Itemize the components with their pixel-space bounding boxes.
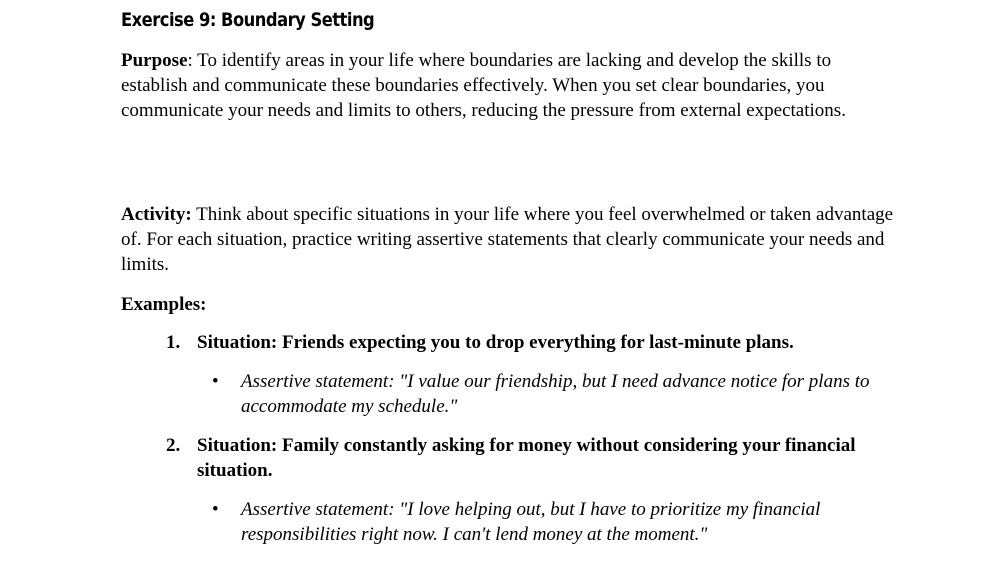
purpose-paragraph — [121, 48, 901, 123]
example-number: 1. — [166, 332, 181, 353]
bullet-icon: • — [212, 371, 219, 392]
activity-paragraph — [121, 202, 901, 277]
assertive-statement: Assertive statement: "I value our friendship, but I need advance notice for plans to accommodate my schedule." — [241, 371, 870, 417]
activity-label: Activity: — [121, 204, 192, 225]
bullet-icon: • — [212, 499, 219, 520]
example-situation: Situation: Family constantly asking for money without considering your financial situation. — [197, 435, 856, 481]
assertive-statement: Assertive statement: "I love helping out, but I have to prioritize my financial responsibilities right now. I can't lend money at the moment." — [241, 499, 821, 545]
example-number: 2. — [166, 435, 181, 456]
purpose-text: : To identify areas in your life where boundaries are lacking and develop the skills to establish and communicate these boundaries effectively. When you set clear boundaries, you communicate your needs and limits to others, reducing the pressure from external expectations. — [121, 50, 846, 121]
exercise-title: Exercise 9: Boundary Setting — [121, 9, 375, 31]
activity-text: Think about specific situations in your life where you feel overwhelmed or taken advantage of. For each situation, practice writing assertive statements that clearly communicate your needs and limits. — [121, 204, 894, 275]
example-situation: Situation: Friends expecting you to drop everything for last-minute plans. — [197, 332, 794, 353]
purpose-label: Purpose — [121, 50, 188, 71]
examples-label: Examples: — [121, 294, 207, 315]
